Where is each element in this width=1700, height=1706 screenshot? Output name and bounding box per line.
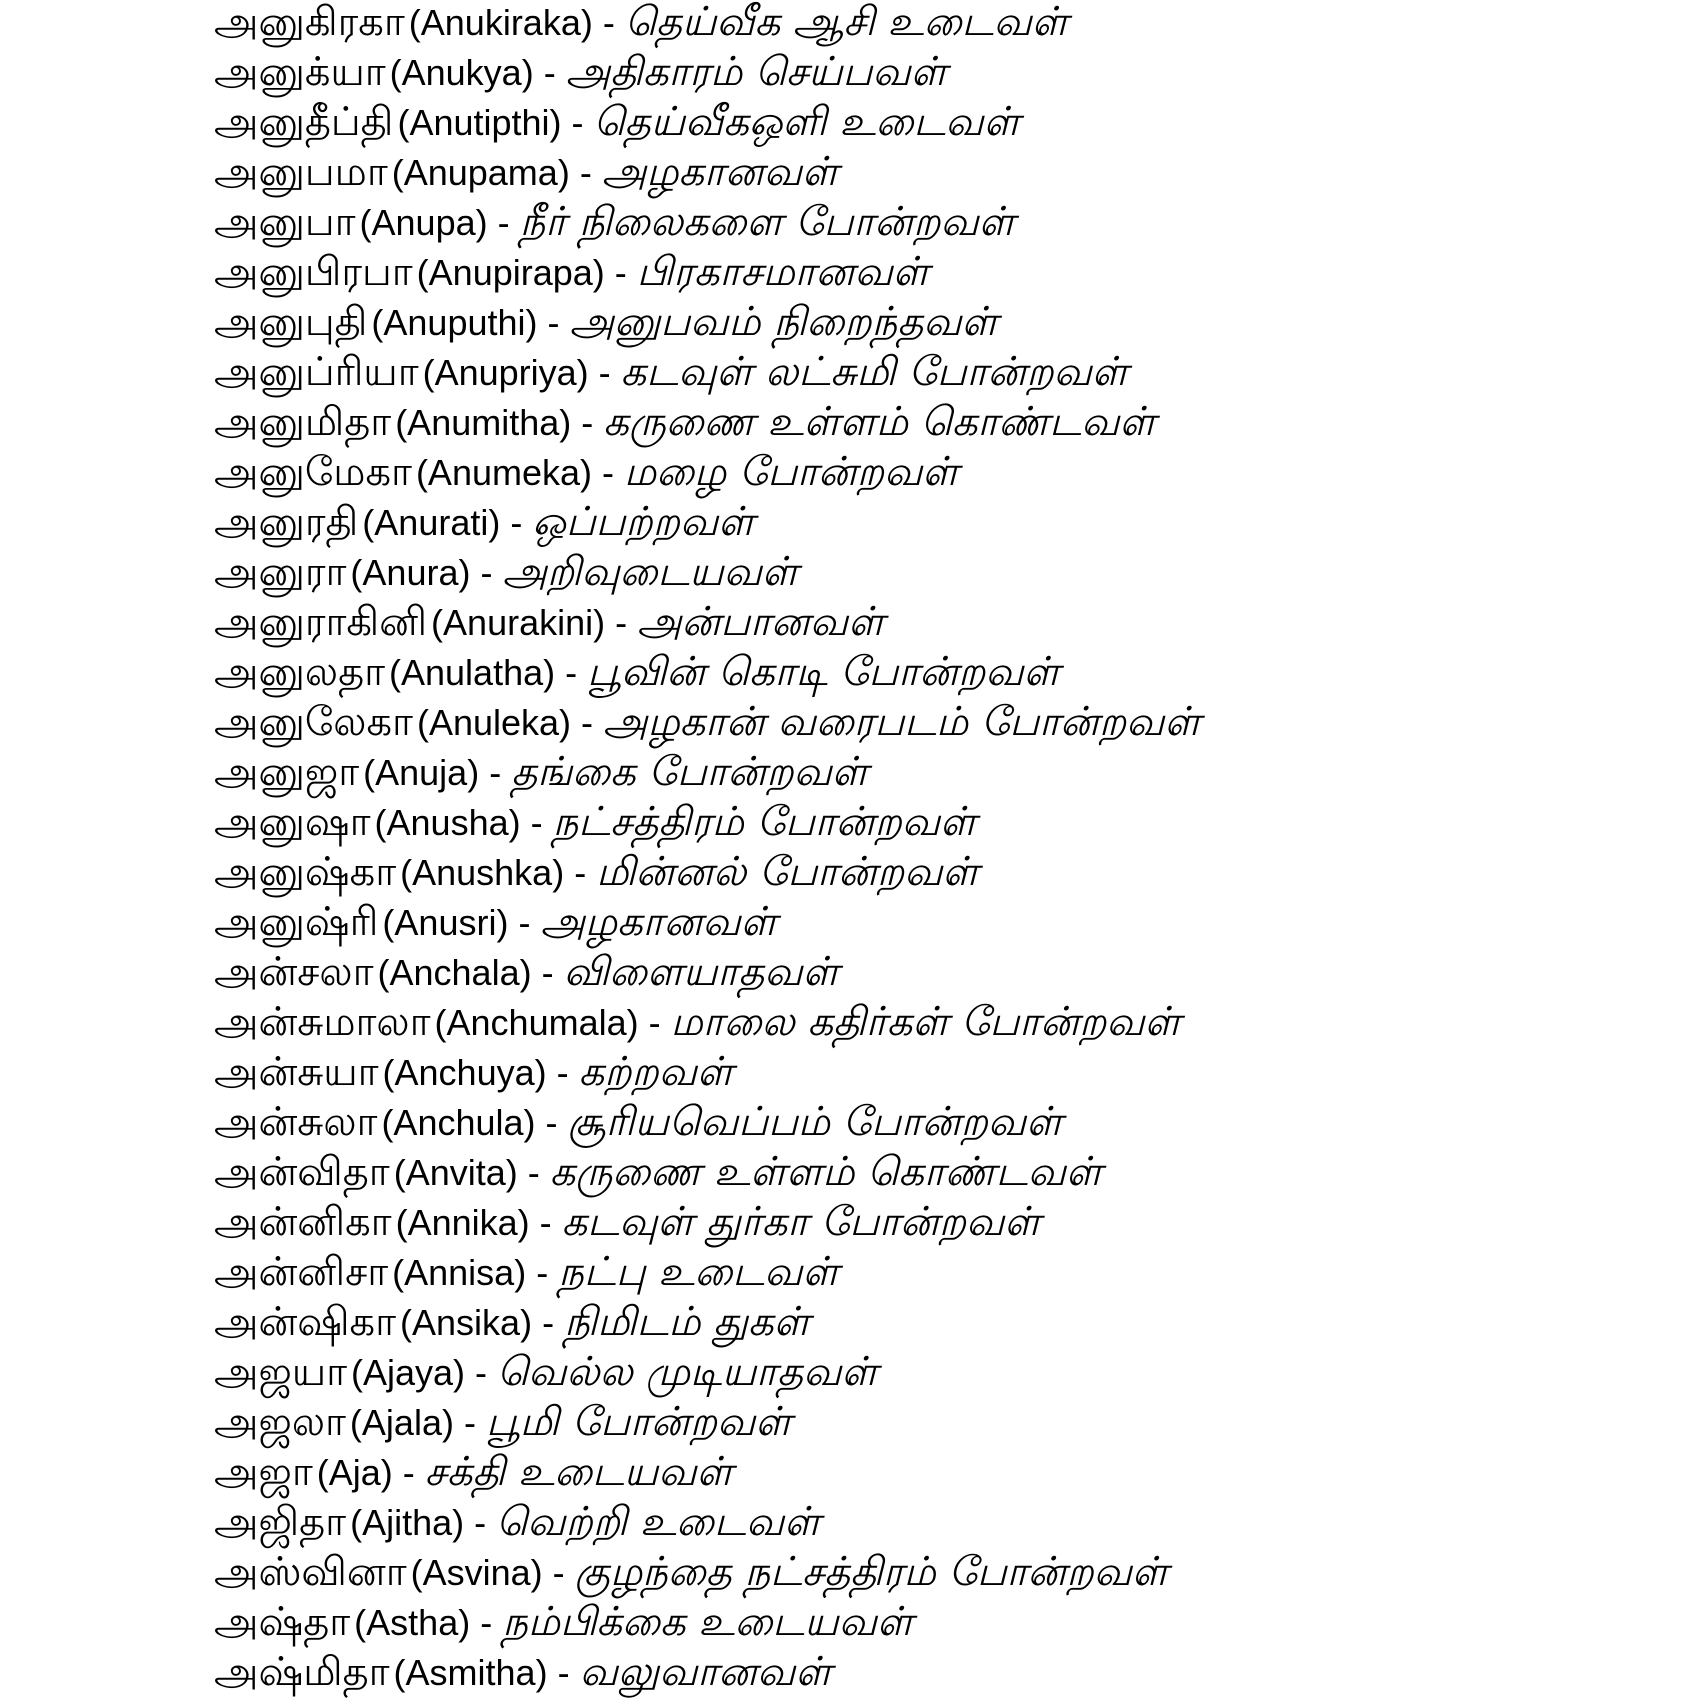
tamil-name: அனுபுதி	[214, 299, 368, 345]
name-meaning: தெய்வீகஒளி உடைவள்	[593, 99, 1020, 145]
transliteration: (Anupama)	[391, 152, 570, 193]
name-entry	[214, 797, 1200, 847]
name-entry	[214, 1097, 1200, 1147]
tamil-name: அஷ்மிதா	[214, 1649, 390, 1695]
tamil-name: அனுபிரபா	[214, 249, 413, 295]
separator-dash: -	[465, 1352, 498, 1393]
separator-dash: -	[569, 152, 602, 193]
name-entry	[214, 1397, 1200, 1447]
tamil-name: அனுலதா	[214, 649, 386, 695]
name-meaning: அனுபவம் நிறைந்தவள்	[569, 299, 998, 345]
separator-dash: -	[592, 2, 625, 43]
transliteration: (Anukiraka)	[408, 2, 593, 43]
name-entry	[214, 1147, 1200, 1197]
name-entry	[214, 397, 1200, 447]
name-entry	[214, 597, 1200, 647]
separator-dash: -	[605, 602, 638, 643]
tamil-name: அனுஷ்கா	[214, 849, 397, 895]
name-meaning: நீர் நிலைகளை போன்றவள்	[519, 199, 1015, 245]
name-meaning: கருணை உள்ளம் கொண்டவள்	[603, 399, 1156, 445]
transliteration: (Anushka)	[400, 852, 565, 893]
transliteration: (Annisa)	[392, 1252, 527, 1293]
tamil-name: அன்னிசா	[214, 1249, 389, 1295]
name-entry	[214, 1047, 1200, 1097]
separator-dash: -	[531, 952, 564, 993]
separator-dash: -	[479, 752, 512, 793]
name-entry	[214, 1197, 1200, 1247]
name-meaning: பிரகாசமானவள்	[636, 249, 929, 295]
tamil-name: அஜலா	[214, 1399, 346, 1445]
name-entry	[214, 347, 1200, 397]
name-meaning: மாலை கதிர்கள் போன்றவள்	[670, 999, 1181, 1045]
name-meaning: சூரியவெப்பம் போன்றவள்	[567, 1099, 1063, 1145]
name-meaning: கடவுள் துர்கா போன்றவள்	[561, 1199, 1041, 1245]
transliteration: (Asmitha)	[393, 1652, 548, 1693]
name-meaning: நட்சத்திரம் போன்றவள்	[552, 799, 977, 845]
transliteration: (Anuleka)	[416, 702, 572, 743]
name-entry	[214, 747, 1200, 797]
name-entry	[214, 0, 1200, 47]
name-meaning: அன்பானவள்	[637, 599, 885, 645]
separator-dash: -	[532, 1302, 565, 1343]
name-entry	[214, 947, 1200, 997]
transliteration: (Anulatha)	[389, 652, 556, 693]
transliteration: (Ajaya)	[351, 1352, 466, 1393]
name-entry	[214, 547, 1200, 597]
separator-dash: -	[535, 1102, 568, 1143]
tamil-name: அனுதீப்தி	[214, 99, 394, 145]
tamil-name: அஜா	[214, 1449, 313, 1495]
name-entry	[214, 197, 1200, 247]
transliteration: (Ajala)	[349, 1402, 454, 1443]
tamil-name: அஜயா	[214, 1349, 348, 1395]
separator-dash: -	[547, 1652, 580, 1693]
separator-dash: -	[453, 1402, 486, 1443]
name-entry	[214, 1597, 1200, 1647]
transliteration: (Anvita)	[393, 1152, 518, 1193]
tamil-name: அனுஜா	[214, 749, 360, 795]
tamil-name: அனுரா	[214, 549, 347, 595]
tamil-name: அன்சுயா	[214, 1049, 379, 1095]
separator-dash: -	[529, 1202, 562, 1243]
name-meaning: தங்கை போன்றவள்	[511, 749, 868, 795]
name-entry	[214, 47, 1200, 97]
separator-dash: -	[517, 1152, 550, 1193]
name-meaning: விளையாதவள்	[563, 949, 839, 995]
name-entry	[214, 247, 1200, 297]
transliteration: (Anurakini)	[431, 602, 606, 643]
name-entry	[214, 1497, 1200, 1547]
tamil-name: அனுபா	[214, 199, 356, 245]
transliteration: (Anusha)	[374, 802, 521, 843]
name-entry	[214, 1447, 1200, 1497]
name-entry	[214, 297, 1200, 347]
transliteration: (Anura)	[350, 552, 471, 593]
tamil-name: அஷ்தா	[214, 1599, 351, 1645]
separator-dash: -	[537, 302, 570, 343]
separator-dash: -	[546, 1052, 579, 1093]
separator-dash: -	[500, 502, 533, 543]
name-meaning: சக்தி உடையவள்	[424, 1449, 733, 1495]
name-meaning: பூமி போன்றவள்	[485, 1399, 792, 1445]
tamil-name: அஜிதா	[214, 1499, 347, 1545]
name-meaning: அதிகாரம் செய்பவள்	[565, 49, 947, 95]
name-meaning: அறிவுடையவள்	[502, 549, 798, 595]
separator-dash: -	[561, 102, 594, 143]
name-meaning: வெல்ல முடியாதவள்	[497, 1349, 878, 1395]
tamil-name: அன்விதா	[214, 1149, 390, 1195]
transliteration: (Anumitha)	[395, 402, 572, 443]
separator-dash: -	[470, 1602, 503, 1643]
name-entry	[214, 1247, 1200, 1297]
separator-dash: -	[392, 1452, 425, 1493]
tamil-name: அனுகிரகா	[214, 0, 405, 45]
name-meaning: நிமிடம் துகள்	[564, 1299, 810, 1345]
transliteration: (Anchuya)	[382, 1052, 547, 1093]
separator-dash: -	[533, 52, 566, 93]
tamil-name: அஸ்வினா	[214, 1549, 407, 1595]
name-entry	[214, 497, 1200, 547]
name-entry	[214, 1647, 1200, 1697]
name-meaning: ஒப்பற்றவள்	[532, 499, 755, 545]
name-meaning: அழகான் வரைபடம் போன்றவள்	[603, 699, 1201, 745]
transliteration: (Anukya)	[389, 52, 534, 93]
transliteration: (Anurati)	[362, 502, 501, 543]
name-entry	[214, 847, 1200, 897]
name-meaning: கற்றவள்	[578, 1049, 734, 1095]
separator-dash: -	[588, 352, 621, 393]
separator-dash: -	[571, 402, 604, 443]
transliteration: (Anchumala)	[434, 1002, 639, 1043]
separator-dash: -	[604, 252, 637, 293]
transliteration: (Anuja)	[363, 752, 480, 793]
separator-dash: -	[564, 852, 597, 893]
separator-dash: -	[526, 1252, 559, 1293]
transliteration: (Asvina)	[410, 1552, 543, 1593]
name-meaning: தெய்வீக ஆசி உடைவள்	[624, 0, 1068, 45]
transliteration: (Anchula)	[381, 1102, 536, 1143]
name-meaning: மின்னல் போன்றவள்	[596, 849, 979, 895]
tamil-name: அனுக்யா	[214, 49, 386, 95]
transliteration: (Annika)	[395, 1202, 530, 1243]
separator-dash: -	[520, 802, 553, 843]
tamil-name: அனுராகினி	[214, 599, 428, 645]
name-meaning: கருணை உள்ளம் கொண்டவள்	[549, 1149, 1102, 1195]
tamil-name: அனுஷ்ரி	[214, 899, 379, 945]
transliteration: (Anumeka)	[415, 452, 592, 493]
transliteration: (Ansika)	[400, 1302, 533, 1343]
tamil-name: அனுமிதா	[214, 399, 392, 445]
name-meaning: அழகானவள்	[601, 149, 839, 195]
tamil-name: அனுரதி	[214, 499, 359, 545]
separator-dash: -	[555, 652, 588, 693]
name-entry	[214, 97, 1200, 147]
transliteration: (Anutipthi)	[397, 102, 562, 143]
separator-dash: -	[464, 1502, 497, 1543]
name-entry	[214, 1347, 1200, 1397]
name-meaning: மழை போன்றவள்	[624, 449, 959, 495]
separator-dash: -	[487, 202, 520, 243]
name-entry	[214, 147, 1200, 197]
separator-dash: -	[470, 552, 503, 593]
name-entry	[214, 897, 1200, 947]
transliteration: (Anchala)	[377, 952, 532, 993]
name-meaning: நட்பு உடைவள்	[558, 1249, 839, 1295]
name-meaning: பூவின் கொடி போன்றவள்	[587, 649, 1060, 695]
name-meaning: குழந்தை நட்சத்திரம் போன்றவள்	[574, 1549, 1168, 1595]
tamil-name: அன்சலா	[214, 949, 374, 995]
tamil-name: அன்சுமாலா	[214, 999, 431, 1045]
tamil-name: அன்னிகா	[214, 1199, 392, 1245]
name-entry	[214, 697, 1200, 747]
tamil-name: அனுபமா	[214, 149, 388, 195]
separator-dash: -	[542, 1552, 575, 1593]
tamil-name: அனுப்ரியா	[214, 349, 419, 395]
names-list	[214, 0, 1200, 1697]
separator-dash: -	[508, 902, 541, 943]
separator-dash: -	[571, 702, 604, 743]
transliteration: (Anupriya)	[422, 352, 589, 393]
transliteration: (Ajitha)	[350, 1502, 465, 1543]
name-entry	[214, 447, 1200, 497]
name-entry	[214, 1547, 1200, 1597]
tamil-name: அனுமேகா	[214, 449, 412, 495]
transliteration: (Anusri)	[382, 902, 509, 943]
name-entry	[214, 647, 1200, 697]
separator-dash: -	[592, 452, 624, 493]
tamil-name: அனுஷா	[214, 799, 371, 845]
separator-dash: -	[638, 1002, 671, 1043]
transliteration: (Anupirapa)	[416, 252, 605, 293]
tamil-name: அனுலேகா	[214, 699, 413, 745]
name-entry	[214, 997, 1200, 1047]
transliteration: (Astha)	[354, 1602, 471, 1643]
tamil-name: அன்சுலா	[214, 1099, 378, 1145]
name-meaning: கடவுள் லட்சுமி போன்றவள்	[620, 349, 1128, 395]
transliteration: (Anupa)	[359, 202, 488, 243]
name-meaning: அழகானவள்	[540, 899, 777, 945]
name-meaning: நம்பிக்கை உடையவள்	[502, 1599, 913, 1645]
transliteration: (Anuputhi)	[371, 302, 538, 343]
name-meaning: வெற்றி உடைவள்	[496, 1499, 821, 1545]
transliteration: (Aja)	[316, 1452, 393, 1493]
name-meaning: வலுவானவள்	[579, 1649, 832, 1695]
name-entry	[214, 1297, 1200, 1347]
tamil-name: அன்ஷிகா	[214, 1299, 397, 1345]
